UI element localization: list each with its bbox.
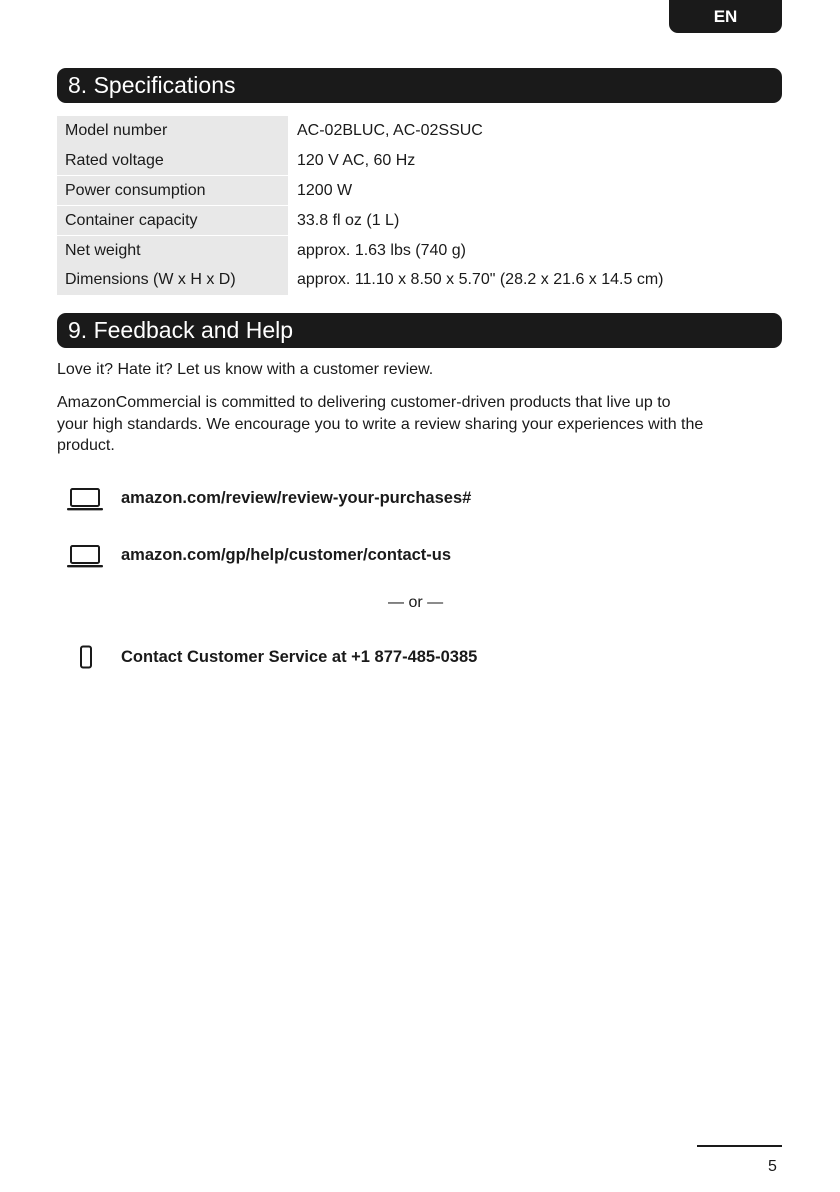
feedback-body-line: product.: [57, 437, 115, 454]
spec-label: Dimensions (W x H x D): [57, 265, 288, 295]
spec-row-weight: [57, 236, 782, 266]
spec-value: AC-02BLUC, AC-02SSUC: [297, 122, 483, 139]
phone-contact: Contact Customer Service at +1 877-485-0385: [121, 648, 478, 666]
spec-value: approx. 1.63 lbs (740 g): [297, 241, 466, 259]
language-tab: EN: [669, 0, 782, 33]
feedback-body-line: AmazonCommercial is committed to delivering customer-driven products that live up to: [57, 394, 671, 411]
specifications-heading: 8. Specifications: [57, 68, 782, 103]
spec-row-dimensions: [57, 265, 782, 295]
spec-label: Power consumption: [57, 176, 288, 206]
spec-label: Model number: [57, 116, 288, 146]
spec-row-voltage: [57, 146, 782, 176]
spec-value: 120 V AC, 60 Hz: [297, 151, 416, 169]
spec-row-capacity: [57, 206, 782, 236]
or-separator: — or —: [388, 594, 444, 611]
page-number: 5: [768, 1158, 777, 1175]
spec-value: approx. 11.10 x 8.50 x 5.70" (28.2 x 21.6 x 14.5 cm): [297, 271, 664, 289]
footer-rule: [697, 1145, 782, 1147]
spec-label: Rated voltage: [57, 146, 288, 176]
spec-label: Net weight: [57, 236, 288, 266]
feedback-heading: 9. Feedback and Help: [57, 313, 782, 348]
spec-value: 33.8 fl oz (1 L): [297, 211, 400, 229]
feedback-intro: Love it? Hate it? Let us know with a customer review.: [57, 361, 434, 378]
contact-link[interactable]: amazon.com/gp/help/customer/contact-us: [121, 546, 452, 564]
feedback-body: [57, 392, 782, 457]
review-link[interactable]: amazon.com/review/review-your-purchases#: [121, 489, 472, 507]
phone-icon: [79, 645, 93, 670]
spec-label: Container capacity: [57, 206, 288, 236]
laptop-icon: [66, 544, 104, 569]
laptop-icon: [66, 487, 104, 512]
spec-row-power: [57, 176, 782, 206]
specifications-table: [57, 116, 782, 295]
spec-row-model: [57, 116, 782, 146]
spec-value: 1200 W: [297, 181, 353, 199]
feedback-body-line: your high standards. We encourage you to write a review sharing your experiences with the: [57, 415, 704, 433]
